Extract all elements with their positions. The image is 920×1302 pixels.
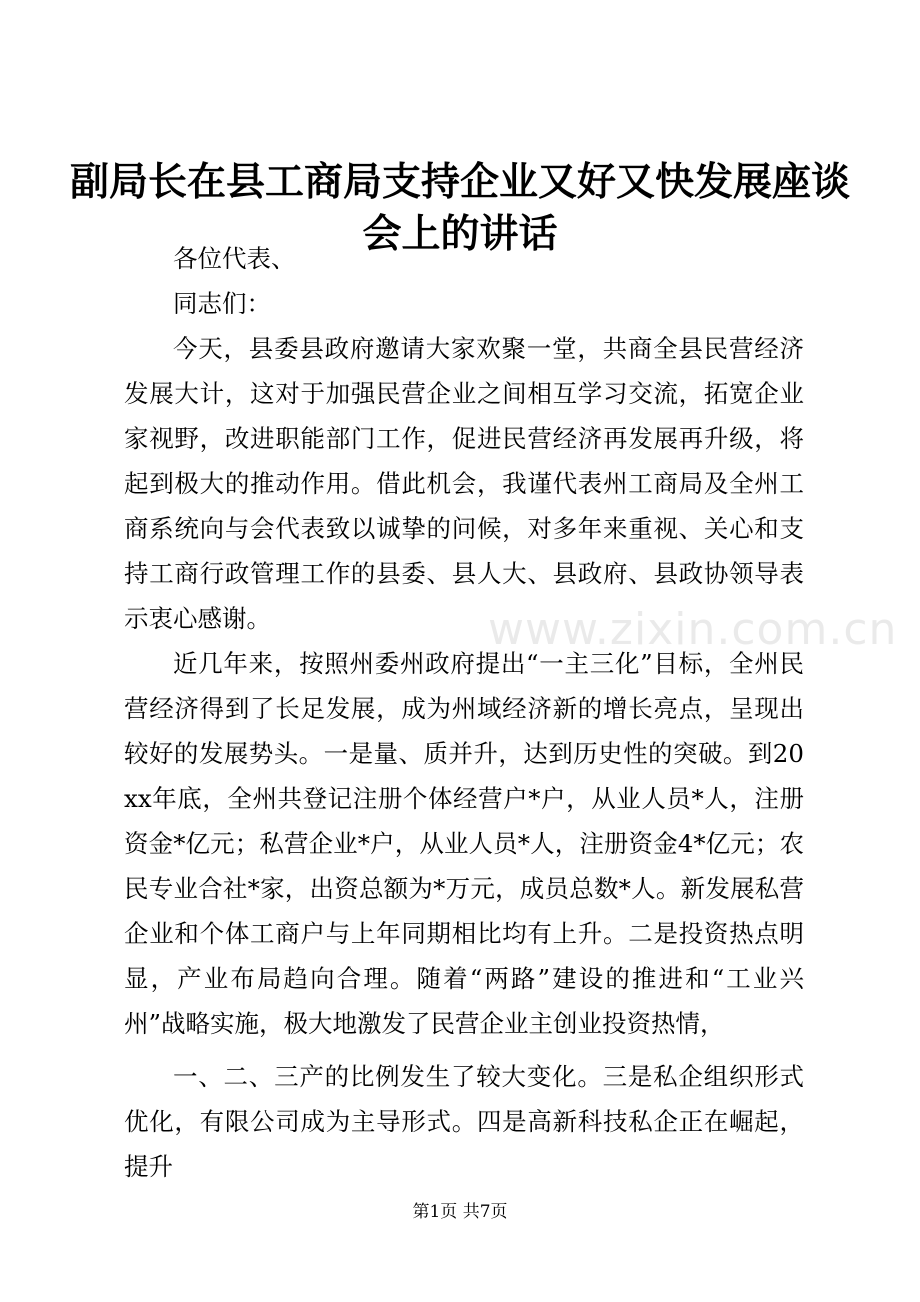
salutation-line-1: 各位代表、 (173, 244, 296, 273)
paragraph-2: 近几年来，按照州委州政府提出“一主三化”目标，全州民营经济得到了长足发展，成为州域经济新的增长亮点，呈现出较好的发展势头。一是量、质并升，达到历史性的突破。到20xx年底，全州共登记注册个体经营户*户，从业人员*人，注册资金*亿元；私营企业*户，从业人员*人，注册资金4*亿元；农民专业合社*家，出资总额为*万元，成员总数*人。新发展私营企业和个体工商户与上年同期相比均有上升。二是投资热点明显，产业布局趋向合理。随着“两路”建设的推进和“工业兴州”战略实施，极大地激发了民营企业主创业投资热情， (124, 649, 804, 1038)
watermark: www.zixin.com.cn (488, 604, 898, 655)
title-line-1: 副局长在县工商局支持企业又好又快发展座谈 (69, 159, 850, 205)
salutation-line-2: 同志们： (173, 289, 271, 318)
paragraph-3: 一、二、三产的比例发生了较大变化。三是私企组织形式优化，有限公司成为主导形式。四是高新科技私企正在崛起，提升 (124, 1062, 804, 1181)
title-line-2: 会上的讲话 (362, 211, 558, 257)
document-body (124, 236, 804, 1189)
page-footer: 第1页 共7页 (412, 1202, 508, 1222)
paragraph-1: 今天，县委县政府邀请大家欢聚一堂，共商全县民营经济发展大计，这对于加强民营企业之间相互学习交流，拓宽企业家视野，改进职能部门工作，促进民营经济再发展再升级，将起到极大的推动作用。借此机会，我谨代表州工商局及全州工商系统向与会代表致以诚挚的问候，对多年来重视、关心和支持工商行政管理工作的县委、县人大、县政府、县政协领导表示衷心感谢。 (124, 334, 804, 633)
